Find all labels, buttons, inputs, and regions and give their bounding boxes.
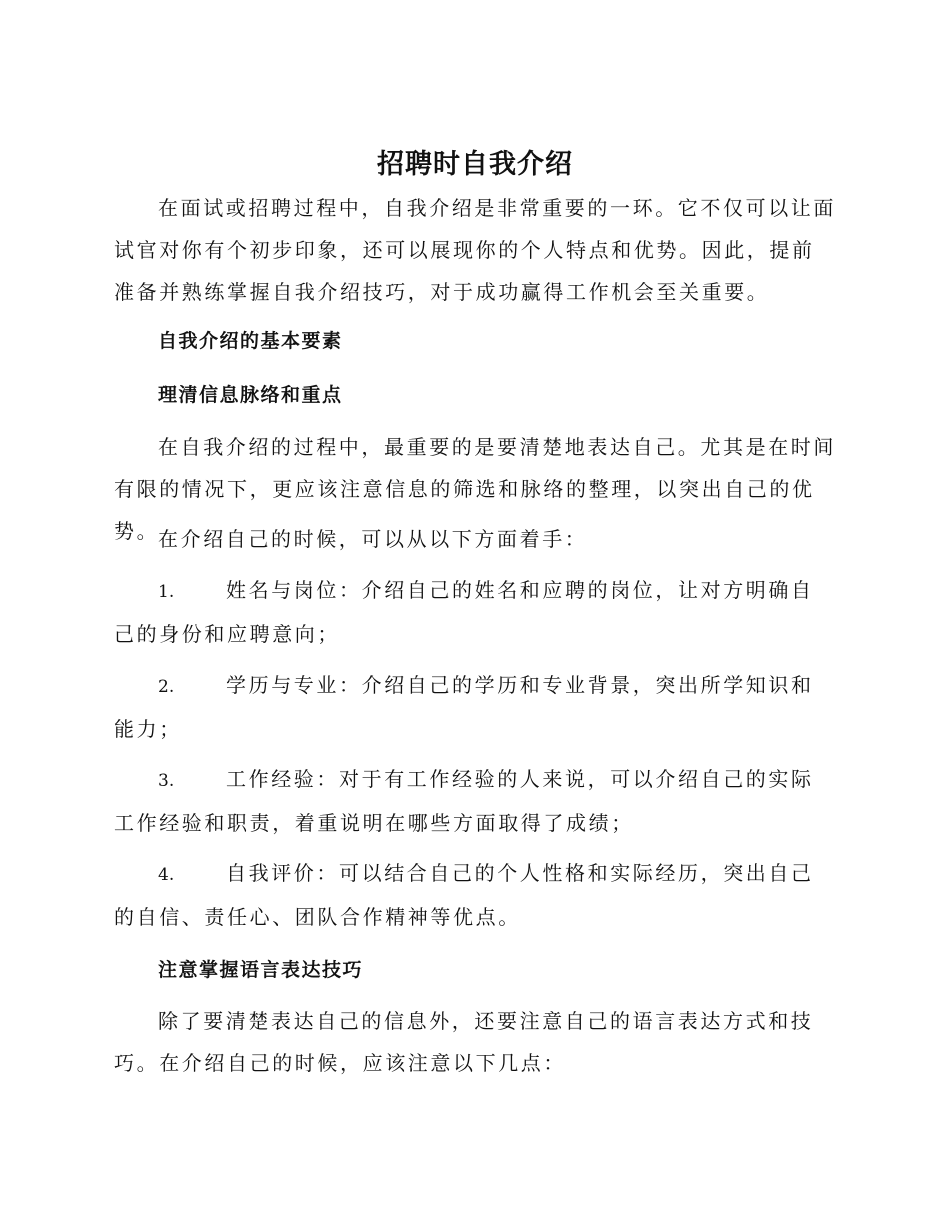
section-heading: 自我介绍的基本要素 (158, 330, 343, 352)
body-paragraph: 在自我介绍的过程中，最重要的是要清楚地表达自己。尤其是在时间有限的情况下，更应该注意信息的筛选和脉络的整理，以突出自己的优势。 (114, 435, 836, 543)
subsection-heading: 理清信息脉络和重点 (158, 384, 343, 406)
body-paragraph: 除了要清楚表达自己的信息外，还要注意自己的语言表达方式和技巧。在介绍自己的时候，应该注意以下几点： (114, 1009, 814, 1075)
intro-paragraph: 在面试或招聘过程中，自我介绍是非常重要的一环。它不仅可以让面试官对你有个初步印象，还可以展现你的个人特点和优势。因此，提前准备并熟练掌握自我介绍技巧，对于成功赢得工作机会至关重要。 (114, 196, 836, 304)
list-item-text: 工作经验：对于有工作经验的人来说，可以介绍自己的实际工作经验和职责，着重说明在哪些方面取得了成绩； (114, 767, 814, 835)
list-item (114, 664, 836, 750)
list-item (114, 758, 836, 844)
list-item-text: 姓名与岗位：介绍自己的姓名和应聘的岗位，让对方明确自己的身份和应聘意向； (114, 578, 814, 646)
body-paragraph: 在介绍自己的时候，可以从以下方面着手： (158, 527, 588, 551)
list-item-text: 自我评价：可以结合自己的个人性格和实际经历，突出自己的自信、责任心、团队合作精神等优点。 (114, 861, 814, 929)
list-item (114, 569, 836, 655)
list-item-number: 3. (158, 771, 175, 791)
list-item (114, 852, 836, 938)
list-item-number: 4. (158, 865, 175, 885)
document-title: 招聘时自我介绍 (377, 149, 573, 180)
subsection-heading: 注意掌握语言表达技巧 (158, 959, 364, 981)
list-item-text: 学历与专业：介绍自己的学历和专业背景，突出所学知识和能力； (114, 673, 814, 741)
list-item-number: 2. (158, 677, 175, 697)
list-item-number: 1. (158, 582, 175, 602)
